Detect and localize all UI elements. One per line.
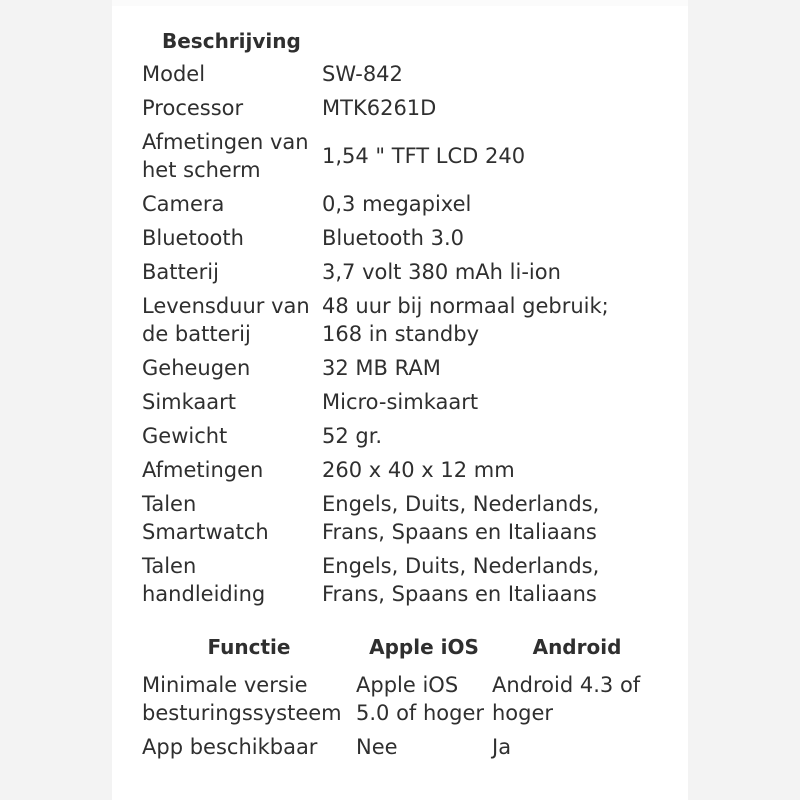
spec-value: Micro-simkaart	[322, 390, 479, 414]
spec-value: Bluetooth 3.0	[322, 226, 465, 250]
spec-row-watch-languages	[142, 487, 642, 549]
spec-value: MTK6261D	[322, 96, 437, 120]
spec-row-memory	[142, 351, 642, 385]
spec-row-battery-life	[142, 289, 642, 351]
spec-value: Engels, Duits, Nederlands, Frans, Spaans en Italiaans	[322, 554, 600, 606]
compatibility-table	[142, 634, 662, 764]
spec-value: SW-842	[322, 62, 403, 86]
feature-label: App beschikbaar	[142, 735, 318, 759]
spec-row-manual-languages	[142, 549, 642, 611]
ios-value: Nee	[356, 735, 398, 759]
spec-row-model	[142, 57, 642, 91]
android-value: Android 4.3 of hoger	[492, 673, 641, 725]
spec-label: Camera	[142, 192, 225, 216]
spec-label: Gewicht	[142, 424, 228, 448]
spec-label: Afmetingen van het scherm	[142, 130, 309, 182]
spec-value: 3,7 volt 380 mAh li-ion	[322, 260, 561, 284]
spec-row-screen-size	[142, 125, 642, 187]
ios-value: Apple iOS 5.0 of hoger	[356, 673, 485, 725]
spec-row-processor	[142, 91, 642, 125]
compatibility-row-app-available	[142, 730, 662, 764]
spec-label: Afmetingen	[142, 458, 264, 482]
spec-value: 260 x 40 x 12 mm	[322, 458, 515, 482]
spec-label: Model	[142, 62, 206, 86]
feature-label: Minimale versie besturingssysteem	[142, 673, 342, 725]
compatibility-header-row	[142, 634, 662, 668]
spec-value: 1,54 " TFT LCD 240	[322, 144, 526, 168]
spec-value: Engels, Duits, Nederlands, Frans, Spaans en Italiaans	[322, 492, 600, 544]
spec-row-dimensions	[142, 453, 642, 487]
spec-row-camera	[142, 187, 642, 221]
spec-value: 0,3 megapixel	[322, 192, 472, 216]
spec-label: Batterij	[142, 260, 219, 284]
spec-label: Geheugen	[142, 356, 251, 380]
spec-value: 48 uur bij normaal gebruik; 168 in standby	[322, 294, 609, 346]
spec-row-battery	[142, 255, 642, 289]
spec-label: Talen Smartwatch	[142, 492, 269, 544]
specifications-table	[142, 28, 642, 611]
spec-sheet	[112, 6, 688, 800]
compatibility-row-min-version	[142, 668, 662, 730]
column-header-apple-ios: Apple iOS	[369, 635, 479, 659]
android-value: Ja	[492, 735, 512, 759]
spec-label: Levensduur van de batterij	[142, 294, 310, 346]
column-header-functie: Functie	[207, 635, 291, 659]
spec-label: Processor	[142, 96, 244, 120]
spec-row-weight	[142, 419, 642, 453]
column-header-android: Android	[532, 635, 622, 659]
section-title: Beschrijving	[162, 29, 301, 53]
spec-row-bluetooth	[142, 221, 642, 255]
spec-value: 32 MB RAM	[322, 356, 441, 380]
specifications-title-row	[142, 28, 642, 57]
spec-label: Simkaart	[142, 390, 237, 414]
spec-value: 52 gr.	[322, 424, 383, 448]
spec-label: Bluetooth	[142, 226, 244, 250]
spec-label: Talen handleiding	[142, 554, 266, 606]
spec-row-sim-card	[142, 385, 642, 419]
